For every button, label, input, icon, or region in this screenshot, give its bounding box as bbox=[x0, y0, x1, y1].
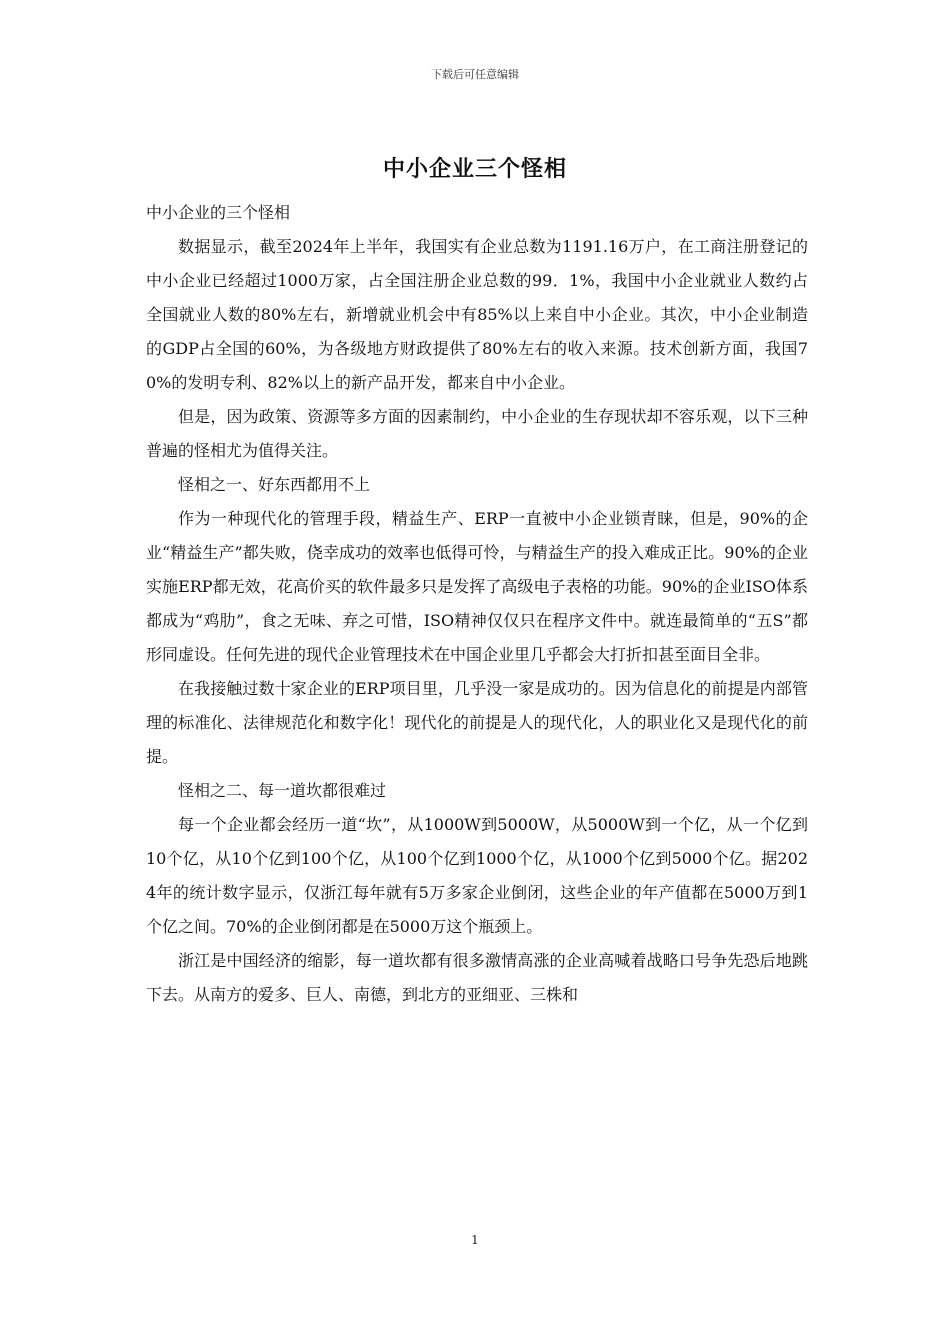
paragraph-constraints: 但是，因为政策、资源等多方面的因素制约，中小企业的生存现状却不容乐观，以下三种普遍的怪相尤为值得关注。 bbox=[146, 407, 808, 460]
document-subtitle: 中小企业的三个怪相 bbox=[146, 203, 291, 222]
page-header-note: 下载后可任意编辑 bbox=[431, 68, 519, 81]
paragraph-management-tools: 作为一种现代化的管理手段，精益生产、ERP一直被中小企业锁青睐，但是，90%的企业“精益生产”都失败，侥幸成功的效率也低得可怜，与精益生产的投入难成正比。90%的企业实施ERP都无效，花高价买的软件最多只是发挥了高级电子表格的功能。90%的企业ISO体系都成为“鸡肋”，食之无味、弃之可惜，ISO精神仅仅只在程序文件中。就连最简单的“五S”都形同虚设。任何先进的现代企业管理技术在中国企业里几乎都会大打折扣甚至面目全非。 bbox=[146, 509, 808, 664]
page-number: 1 bbox=[471, 1233, 479, 1247]
paragraph-growth-thresholds: 每一个企业都会经历一道“坎”，从1000W到5000W，从5000W到一个亿，从一个亿到10个亿，从10个亿到100个亿，从100个亿到1000个亿，从1000个亿到5000个亿。据2024年的统计数字显示，仅浙江每年就有5万多家企业倒闭，这些企业的年产值都在5000万到1个亿之间。70%的企业倒闭都是在5000万这个瓶颈上。 bbox=[146, 815, 808, 936]
paragraph-erp-experience: 在我接触过数十家企业的ERP项目里，几乎没一家是成功的。因为信息化的前提是内部管理的标准化、法律规范化和数字化！现代化的前提是人的现代化，人的职业化又是现代化的前提。 bbox=[146, 679, 808, 766]
document-body bbox=[146, 196, 808, 1012]
paragraph-zhejiang: 浙江是中国经济的缩影，每一道坎都有很多激情高涨的企业高喊着战略口号争先恐后地跳下去。从南方的爱多、巨人、南德，到北方的亚细亚、三株和 bbox=[146, 951, 808, 1004]
document-title: 中小企业三个怪相 bbox=[382, 157, 567, 182]
section-heading-phenomenon-one: 怪相之一、好东西都用不上 bbox=[178, 475, 371, 494]
section-heading-phenomenon-two: 怪相之二、每一道坎都很难过 bbox=[178, 781, 387, 800]
paragraph-statistics: 数据显示，截至2024年上半年，我国实有企业总数为1191.16万户，在工商注册登记的中小企业已经超过1000万家，占全国注册企业总数的99．1%，我国中小企业就业人数约占全国就业人数的80%左右，新增就业机会中有85%以上来自中小企业。其次，中小企业制造的GDP占全国的60%，为各级地方财政提供了80%左右的收入来源。技术创新方面，我国70%的发明专利、82%以上的新产品开发，都来自中小企业。 bbox=[146, 237, 808, 392]
